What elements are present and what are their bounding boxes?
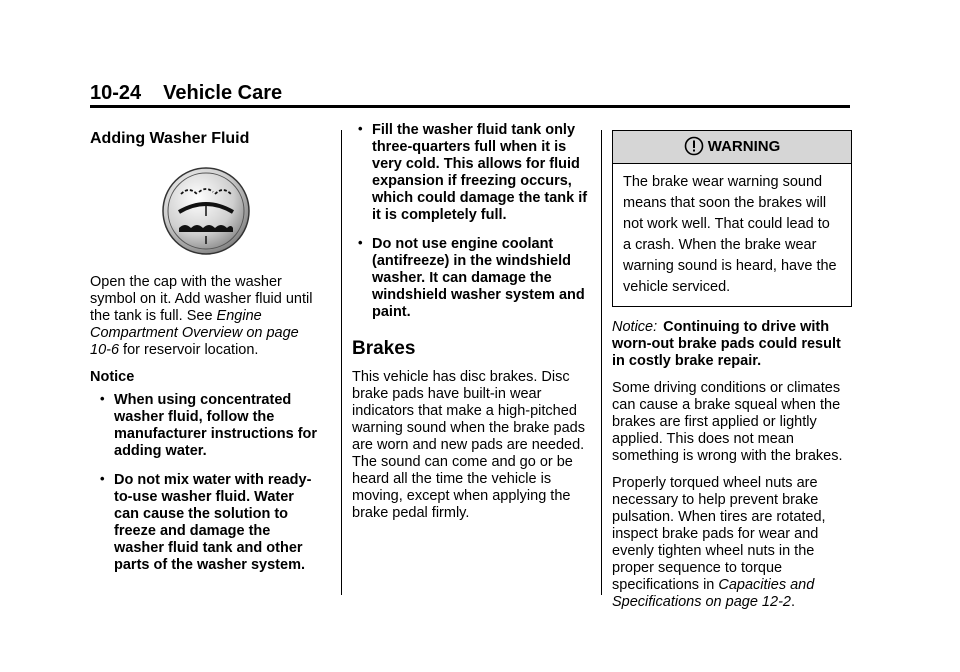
section-heading-washer-fluid: Adding Washer Fluid <box>90 130 250 147</box>
list-item: • Do not use engine coolant (antifreeze) in the windshield washer. It can damage the windshield washer system and paint. <box>372 236 590 321</box>
list-item: • When using concentrated washer fluid, follow the manufacturer instructions for adding water. <box>114 392 322 460</box>
brakes-paragraph: This vehicle has disc brakes. Disc brake pads have built-in wear indicators that make a high-pitched warning sound when the brake pads are worn and new pads are needed. The sound can come and go or be heard all the time the vehicle is moving, except when applying the brake pedal firmly. <box>352 369 585 521</box>
notice-list <box>90 392 322 574</box>
engine-compartment-link[interactable]: Engine Compartment Overview on page 10-6 <box>90 308 299 358</box>
list-item: • Do not mix water with ready-to-use washer fluid. Water can cause the solution to freeze and damage the washer fluid tank and other parts of the washer system. <box>114 472 322 574</box>
column-1 <box>90 122 322 586</box>
washer-instructions <box>90 274 322 359</box>
section-heading-brakes: Brakes <box>352 338 416 359</box>
warning-header <box>613 131 851 164</box>
washer-text: Open the cap with the washer symbol on it. Add washer fluid until the tank is full. See <box>90 274 313 324</box>
chapter-title: Vehicle Care <box>163 82 283 104</box>
wheel-nuts-tail: . <box>790 594 795 610</box>
column-3 <box>612 122 852 621</box>
header-title <box>90 80 850 106</box>
notice-label: Notice: <box>612 319 658 335</box>
wheel-nuts-paragraph <box>612 475 852 611</box>
page-number: 10-24 <box>90 82 142 104</box>
column-2 <box>352 122 590 532</box>
wheel-nuts-text: Properly torqued wheel nuts are necessary to help prevent brake pulsation. When tires are rotated, inspect brake pads for wear and evenly tighten wheel nuts in the proper sequence to torque specifications in <box>612 475 826 593</box>
warning-text: The brake wear warning sound means that soon the brakes will not work well. That could lead to a crash. When the brake wear warning sound is heard, have the vehicle serviced. <box>623 174 837 295</box>
washer-symbol <box>90 166 322 258</box>
brake-notice <box>612 319 852 370</box>
warning-label: WARNING <box>707 138 781 155</box>
column-divider <box>601 130 602 595</box>
brake-squeal-paragraph: Some driving conditions or climates can cause a brake squeal when the brakes are first applied or lightly applied. This does not mean something is wrong with the brakes. <box>612 380 843 464</box>
capacities-link[interactable]: Capacities and Specifications on page 12-2 <box>612 577 815 610</box>
page-header <box>90 80 850 106</box>
warning-box <box>612 130 852 307</box>
column-divider <box>341 130 342 595</box>
washer-fluid-icon <box>161 166 251 256</box>
washer-text-tail: for reservoir location. <box>119 342 259 358</box>
notice-text: Continuing to drive with worn-out brake pads could result in costly brake repair. <box>612 319 841 369</box>
notice-label: Notice <box>90 369 135 385</box>
notice-list-continued <box>352 122 590 321</box>
list-item: • Fill the washer fluid tank only three-quarters full when it is very cold. This allows for fluid expansion if freezing occurs, which could damage the tank if it is completely full. <box>372 122 590 224</box>
header-rule <box>90 105 850 108</box>
warning-icon <box>684 136 704 156</box>
